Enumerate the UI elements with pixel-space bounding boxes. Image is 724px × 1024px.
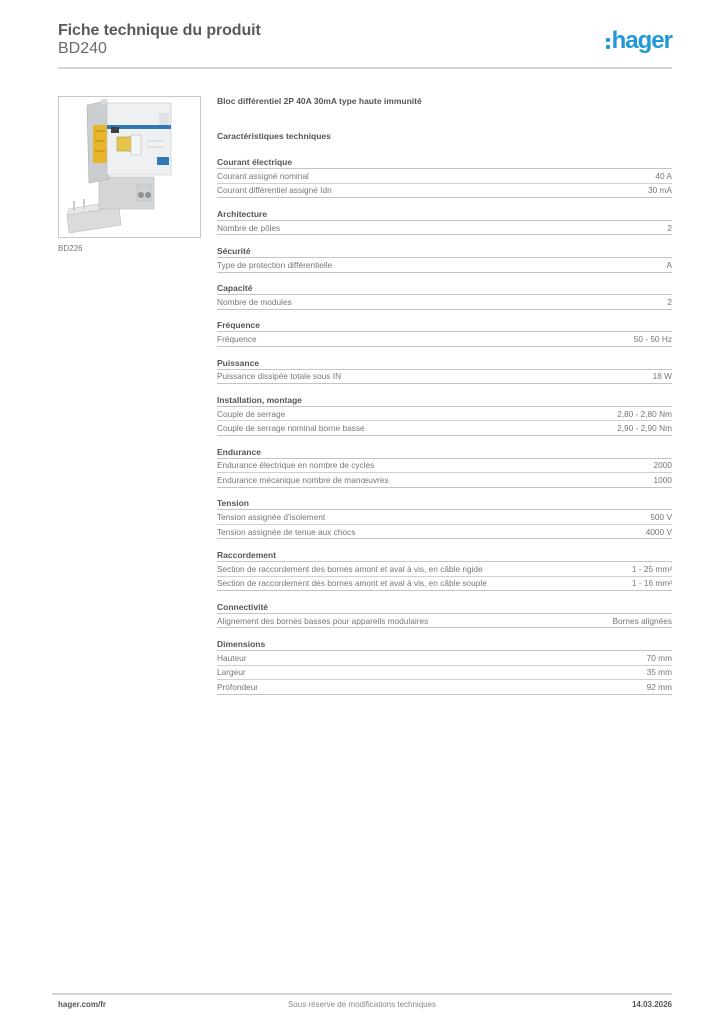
- page-header: [58, 20, 672, 69]
- spec-label: Couple de serrage: [217, 408, 286, 419]
- section-title: Installation, montage: [217, 394, 672, 407]
- spec-value: 2: [667, 296, 672, 307]
- spec-section: [217, 208, 672, 236]
- footer-disclaimer: Sous réserve de modifications techniques: [287, 1000, 437, 1009]
- spec-value: 1000: [653, 474, 672, 485]
- spec-label: Courant assigné nominal: [217, 170, 309, 181]
- spec-label: Endurance mécanique nombre de manœuvres: [217, 474, 389, 485]
- spec-label: Section de raccordement des bornes amont et aval à vis, en câble souple: [217, 578, 487, 589]
- section-title: Puissance: [217, 357, 672, 370]
- spec-row: [217, 666, 672, 681]
- product-name: Bloc différentiel 2P 40A 30mA type haute immunité: [217, 96, 422, 106]
- spec-value: 2,90 - 2,90 Nm: [617, 423, 672, 434]
- section-title: Endurance: [217, 446, 672, 459]
- spec-row: [217, 258, 672, 273]
- spec-label: Tension assignée d'isolement: [217, 512, 326, 523]
- image-caption: BD226: [58, 244, 83, 253]
- spec-section: [217, 549, 672, 591]
- spec-value: 2000: [653, 460, 672, 471]
- spec-row: [217, 680, 672, 695]
- spec-row: [217, 184, 672, 199]
- spec-section: [217, 497, 672, 539]
- spec-row: [217, 295, 672, 310]
- spec-value: 92 mm: [646, 682, 672, 693]
- product-photo-icon: [59, 97, 200, 237]
- brand-name: hager: [611, 27, 672, 54]
- spec-row: [217, 525, 672, 540]
- spec-section: [217, 394, 672, 436]
- spec-row: [217, 473, 672, 488]
- document-title: Fiche technique du produit: [58, 22, 261, 39]
- spec-row: [217, 651, 672, 666]
- spec-label: Profondeur: [217, 682, 259, 693]
- spec-section: [217, 245, 672, 273]
- spec-row: [217, 421, 672, 436]
- spec-value: 500 V: [650, 512, 672, 523]
- spec-label: Largeur: [217, 667, 246, 678]
- spec-label: Endurance électrique en nombre de cycles: [217, 460, 375, 471]
- spec-label: Nombre de modules: [217, 296, 292, 307]
- spec-value: 30 mA: [648, 185, 672, 196]
- section-title: Tension: [217, 497, 672, 510]
- section-title: Courant électrique: [217, 156, 672, 169]
- spec-section: [217, 357, 672, 385]
- spec-label: Section de raccordement des bornes amont et aval à vis, en câble rigide: [217, 563, 483, 574]
- spec-value: 1 - 25 mm²: [631, 563, 672, 574]
- spec-row: [217, 370, 672, 385]
- spec-label: Courant différentiel assigné Idn: [217, 185, 332, 196]
- spec-value: 4000 V: [645, 526, 672, 537]
- spec-section: [217, 282, 672, 310]
- spec-section: [217, 319, 672, 347]
- spec-section: [217, 156, 672, 198]
- spec-value: 35 mm: [646, 667, 672, 678]
- spec-value: A: [666, 259, 672, 270]
- section-title: Sécurité: [217, 245, 672, 258]
- brand-logo: [606, 27, 672, 55]
- spec-label: Nombre de pôles: [217, 222, 281, 233]
- spec-value: 2,80 - 2,80 Nm: [617, 408, 672, 419]
- section-title: Connectivité: [217, 601, 672, 614]
- spec-row: [217, 221, 672, 236]
- spec-row: [217, 407, 672, 422]
- spec-label: Type de protection différentielle: [217, 259, 333, 270]
- website-link[interactable]: hager.com/fr: [58, 1000, 107, 1009]
- spec-row: [217, 577, 672, 592]
- spec-label: Puissance dissipée totale sous IN: [217, 371, 342, 382]
- spec-content: [217, 95, 672, 704]
- spec-label: Tension assignée de tenue aux chocs: [217, 526, 356, 537]
- product-code: BD240: [58, 40, 107, 57]
- spec-sections: [217, 156, 672, 695]
- section-title: Architecture: [217, 208, 672, 221]
- spec-value: 70 mm: [646, 652, 672, 663]
- spec-value: 2: [667, 222, 672, 233]
- spec-label: Couple de serrage nominal borne basse: [217, 423, 365, 434]
- spec-value: 1 - 16 mm²: [631, 578, 672, 589]
- spec-value: Bornes alignées: [612, 615, 672, 626]
- section-title: Capacité: [217, 282, 672, 295]
- spec-section: [217, 638, 672, 695]
- spec-row: [217, 459, 672, 474]
- spec-section: [217, 446, 672, 488]
- spec-row: [217, 169, 672, 184]
- section-title: Fréquence: [217, 319, 672, 332]
- specs-title: Caractéristiques techniques: [217, 131, 331, 141]
- page-footer: [52, 993, 672, 1013]
- spec-value: 50 - 50 Hz: [633, 334, 672, 345]
- spec-row: [217, 332, 672, 347]
- logo-colon-icon: [606, 38, 610, 49]
- spec-section: [217, 601, 672, 629]
- spec-value: 18 W: [652, 371, 672, 382]
- spec-label: Hauteur: [217, 652, 247, 663]
- spec-label: Alignement des bornes basses pour appareils modulaires: [217, 615, 429, 626]
- spec-row: [217, 614, 672, 629]
- spec-row: [217, 510, 672, 525]
- spec-row: [217, 562, 672, 577]
- section-title: Raccordement: [217, 549, 672, 562]
- spec-label: Fréquence: [217, 334, 257, 345]
- document-date: 14.03.2026: [631, 1000, 672, 1009]
- spec-value: 40 A: [655, 170, 672, 181]
- product-image: [58, 96, 201, 238]
- section-title: Dimensions: [217, 638, 672, 651]
